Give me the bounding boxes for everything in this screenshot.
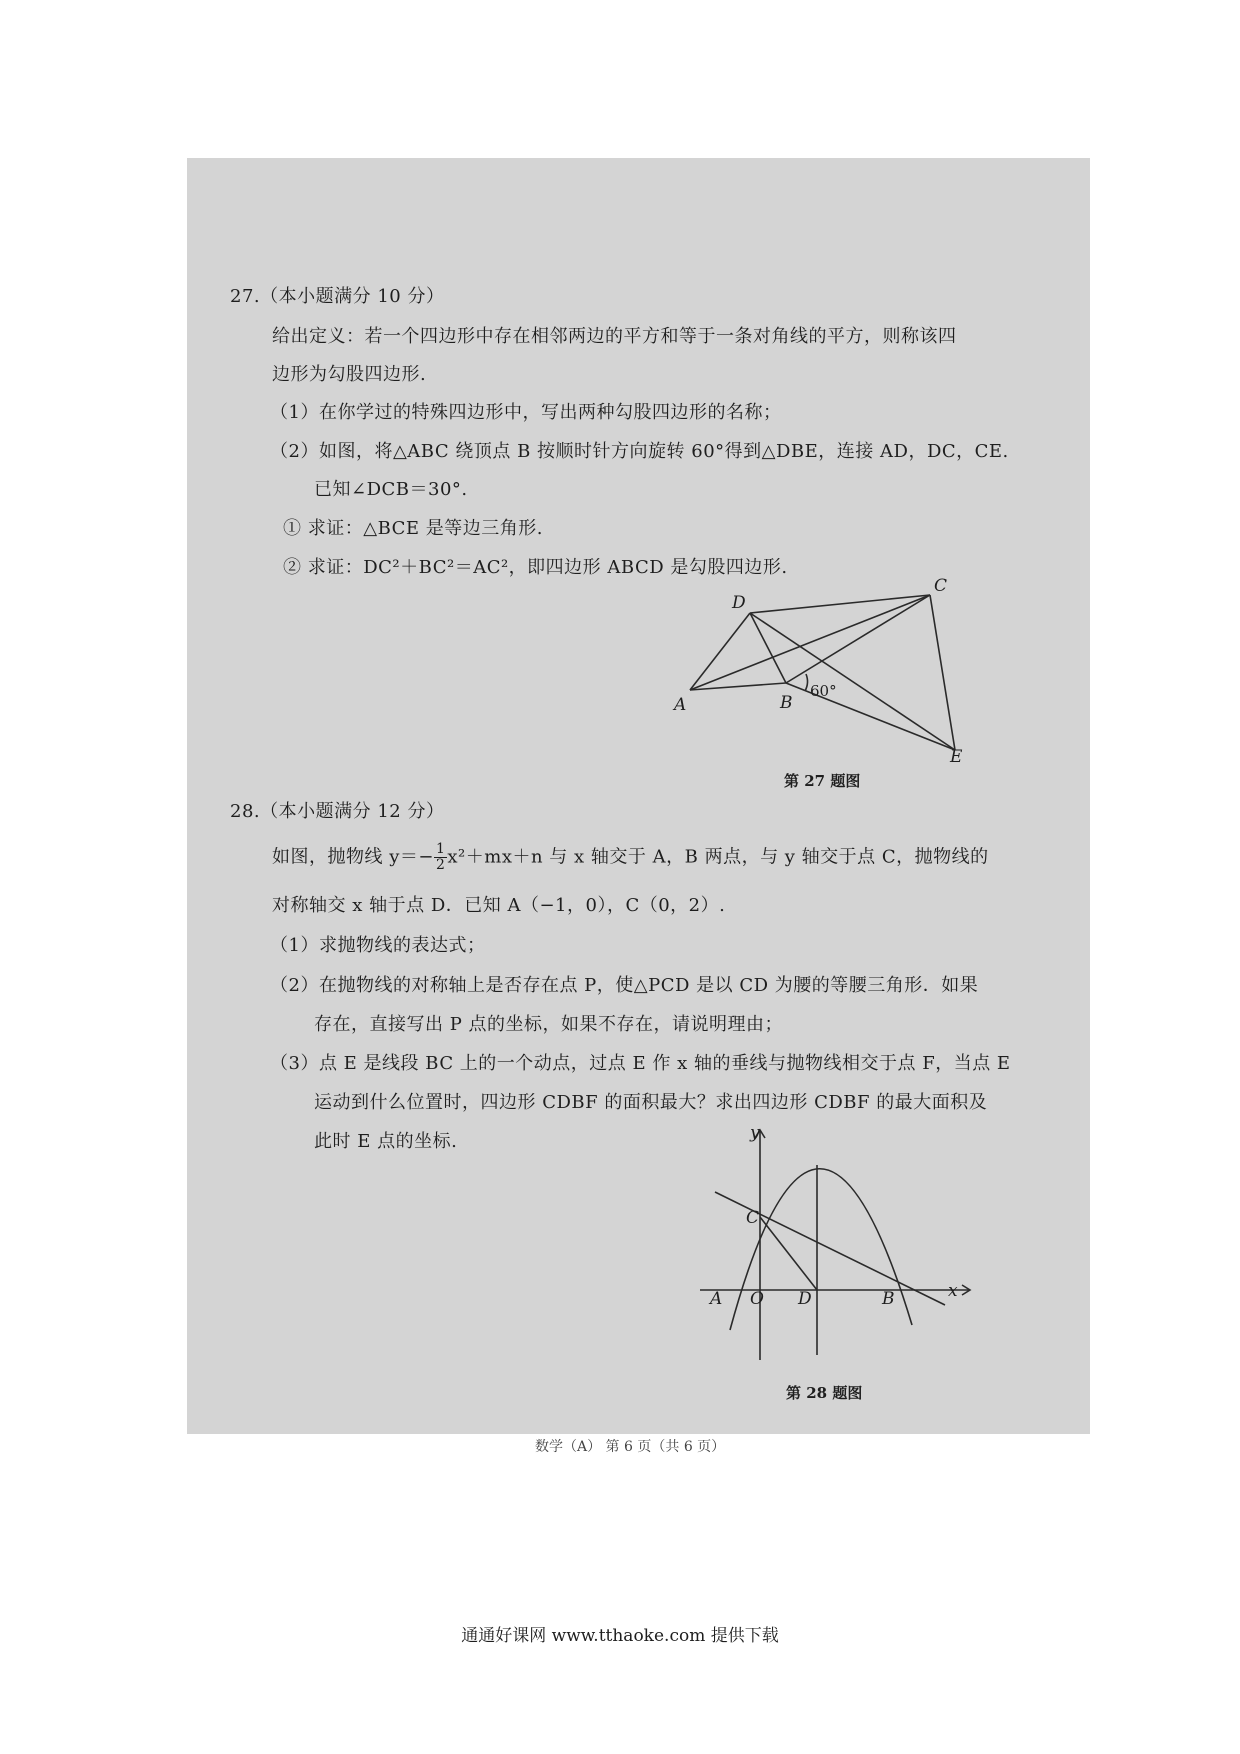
label-d: D [798, 1289, 812, 1309]
q28-part3-line3: 此时 E 点的坐标. [314, 1131, 458, 1152]
q27-definition-line2: 边形为勾股四边形. [272, 364, 427, 385]
angle-arc [805, 674, 807, 691]
label-c: C [934, 576, 948, 596]
q27-part2-sub1: ① 求证：△BCE 是等边三角形. [283, 518, 543, 539]
q27-part1: （1）在你学过的特殊四边形中，写出两种勾股四边形的名称； [270, 402, 782, 423]
segment-bc [786, 595, 930, 683]
site-footer: 通通好课网 www.tthaoke.com 提供下载 [461, 1626, 779, 1646]
q28-figure [690, 1120, 990, 1370]
q28-part2-line1: （2）在抛物线的对称轴上是否存在点 P，使△PCD 是以 CD 为腰的等腰三角形．如果 [270, 975, 979, 996]
label-b: B [780, 693, 793, 713]
label-a: A [710, 1289, 723, 1309]
label-x: x [948, 1281, 958, 1301]
fraction-one-half [434, 842, 447, 873]
q28-line1 [272, 842, 989, 873]
q27-part2-sub2: ② 求证：DC²＋BC²＝AC²，即四边形 ABCD 是勾股四边形. [283, 557, 788, 578]
q28-figure-caption: 第 28 题图 [786, 1384, 863, 1402]
page-number-footer: 数学（A） 第 6 页（共 6 页） [535, 1439, 726, 1455]
label-e: E [950, 747, 963, 765]
label-o: O [750, 1289, 764, 1309]
segment-dc [750, 595, 930, 613]
segment-ce [930, 595, 955, 750]
q27-figure-caption: 第 27 题图 [784, 772, 861, 790]
fraction-denominator: 2 [435, 857, 446, 873]
label-b: B [882, 1289, 895, 1309]
segment-de [750, 613, 955, 750]
q27-title: 27.（本小题满分 10 分） [230, 286, 445, 307]
q28-line1-post: x²＋mx＋n 与 x 轴交于 A，B 两点，与 y 轴交于点 C，抛物线的 [447, 846, 989, 868]
q28-part2-line2: 存在，直接写出 P 点的坐标，如果不存在，请说明理由； [314, 1014, 784, 1035]
q28-part1: （1）求抛物线的表达式； [270, 935, 486, 956]
fraction-numerator: 1 [435, 841, 446, 857]
label-a: A [674, 695, 687, 715]
q28-title: 28.（本小题满分 12 分） [230, 801, 445, 822]
label-y: y [750, 1123, 760, 1143]
q28-line1-pre: 如图，抛物线 y＝− [272, 846, 434, 868]
q27-figure [670, 570, 980, 765]
q27-part2-line1: （2）如图，将△ABC 绕顶点 B 按顺时针方向旋转 60°得到△DBE，连接 AD，DC，CE. [270, 441, 1009, 462]
label-angle: 60° [810, 682, 837, 700]
segment-db [750, 613, 786, 683]
q28-part3-line1: （3）点 E 是线段 BC 上的一个动点，过点 E 作 x 轴的垂线与抛物线相交于点 F，当点 E [270, 1053, 1011, 1074]
q27-part2-line2: 已知∠DCB＝30°. [314, 479, 468, 500]
label-c: C [746, 1208, 760, 1228]
q28-part3-line2: 运动到什么位置时，四边形 CDBF 的面积最大？求出四边形 CDBF 的最大面积及 [314, 1092, 988, 1113]
label-d: D [732, 593, 746, 613]
q27-definition-line1: 给出定义：若一个四边形中存在相邻两边的平方和等于一条对角线的平方，则称该四 [272, 326, 957, 347]
q28-line2: 对称轴交 x 轴于点 D．已知 A（−1，0），C（0，2）. [272, 895, 726, 916]
